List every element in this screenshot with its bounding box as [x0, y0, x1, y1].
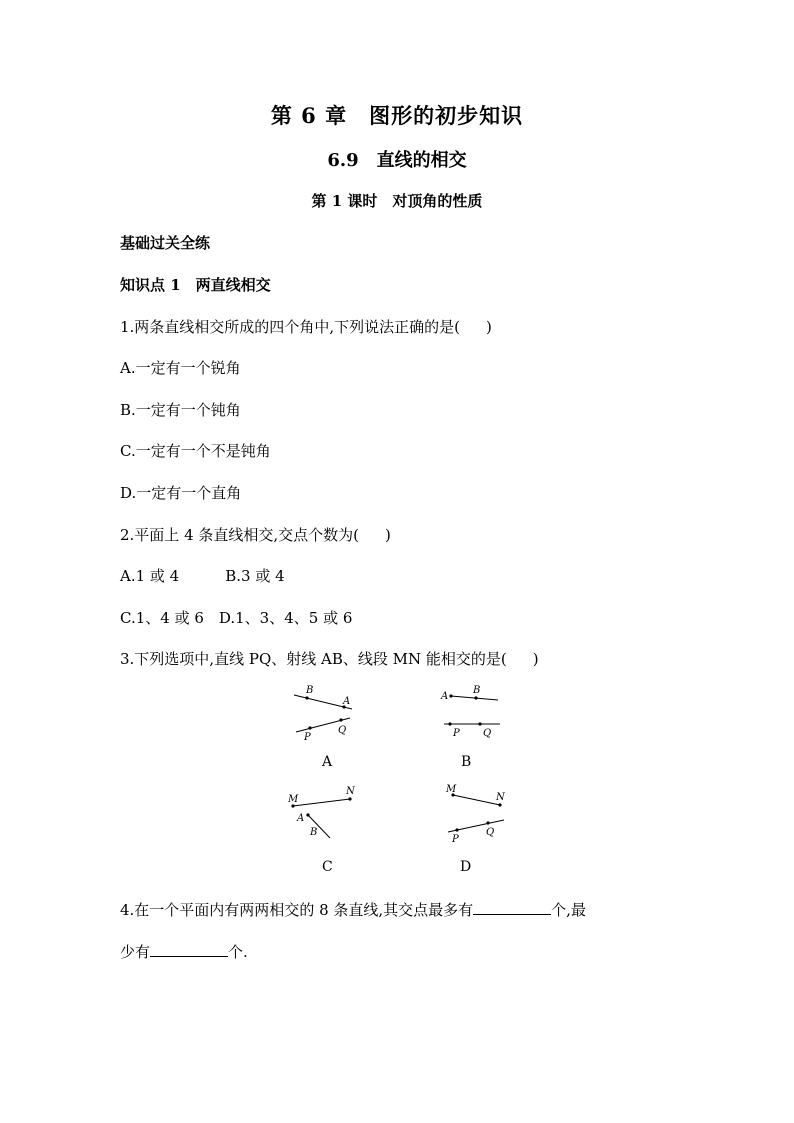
question-3-stem: 3.下列选项中,直线 PQ、射线 AB、线段 MN 能相交的是(: [120, 650, 507, 668]
fig-b-point-label: A: [441, 691, 449, 702]
fig-d-point-label: Q: [486, 827, 495, 838]
figure-label-d: D: [460, 859, 472, 875]
fig-b-point-label: Q: [483, 728, 492, 739]
answer-blank: [150, 942, 228, 957]
fig-d-point-label: M: [446, 784, 457, 795]
fig-b-point-label: B: [473, 685, 481, 696]
fig-c-point-label: M: [288, 794, 299, 805]
q1-option-a: A.一定有一个锐角: [120, 359, 241, 377]
question-1-stem: 1.两条直线相交所成的四个角中,下列说法正确的是(: [120, 318, 460, 336]
section-title: 6.9 直线的相交: [327, 150, 467, 171]
knowledge-point-heading: 知识点 1 两直线相交: [120, 276, 271, 294]
q1-option-c: C.一定有一个不是钝角: [120, 442, 271, 460]
figure-a: [294, 685, 352, 770]
q1-option-d: D.一定有一个直角: [120, 484, 242, 502]
q2-options-cd: C.1、4 或 6 D.1、3、4、5 或 6: [120, 609, 353, 627]
question-4-line-1: [120, 899, 586, 920]
fig-b-point-label: P: [453, 728, 460, 739]
fig-c-point-label: A: [297, 813, 305, 824]
lesson-title: 第 1 课时 对顶角的性质: [311, 192, 483, 210]
figure-label-b: B: [461, 754, 472, 770]
fig-a-point-label: B: [306, 685, 314, 696]
section-heading: 基础过关全练: [120, 234, 211, 252]
figure-b: [440, 685, 500, 770]
fig-d-point-label: N: [496, 792, 505, 803]
q2-option-a: A.1 或 4: [120, 567, 180, 585]
question-2: [120, 524, 391, 545]
question-3-stem-end: ): [532, 650, 539, 668]
figure-c: [287, 786, 356, 875]
fig-d-point-label: P: [452, 834, 459, 845]
fig-c-point-label: B: [310, 827, 318, 838]
q2-options-ab: [120, 565, 285, 586]
fig-a-point-label: Q: [338, 725, 347, 736]
q2-option-b: B.3 或 4: [225, 567, 285, 585]
question-2-stem: 2.平面上 4 条直线相交,交点个数为(: [120, 526, 360, 544]
question-3: [120, 648, 539, 669]
question-4-text: 个,最: [551, 901, 586, 919]
question-4-text: 4.在一个平面内有两两相交的 8 条直线,其交点最多有: [120, 901, 474, 919]
question-4-text: 个.: [228, 943, 248, 961]
question-4-text: 少有: [120, 943, 151, 961]
q1-option-b: B.一定有一个钝角: [120, 401, 241, 419]
figure-d: [445, 784, 506, 875]
fig-a-point-label: A: [343, 696, 351, 707]
answer-blank: [473, 900, 551, 915]
question-1-stem-end: ): [485, 318, 492, 336]
fig-c-point-label: N: [346, 786, 355, 797]
question-2-stem-end: ): [385, 526, 391, 544]
question-1: [120, 316, 492, 337]
figure-label-a: A: [322, 754, 333, 770]
question-4-line-2: [120, 941, 248, 962]
chapter-title: 第 6 章 图形的初步知识: [270, 103, 524, 128]
figure-label-c: C: [322, 859, 333, 875]
fig-a-point-label: P: [304, 732, 311, 743]
question-3-figures: [280, 680, 520, 880]
